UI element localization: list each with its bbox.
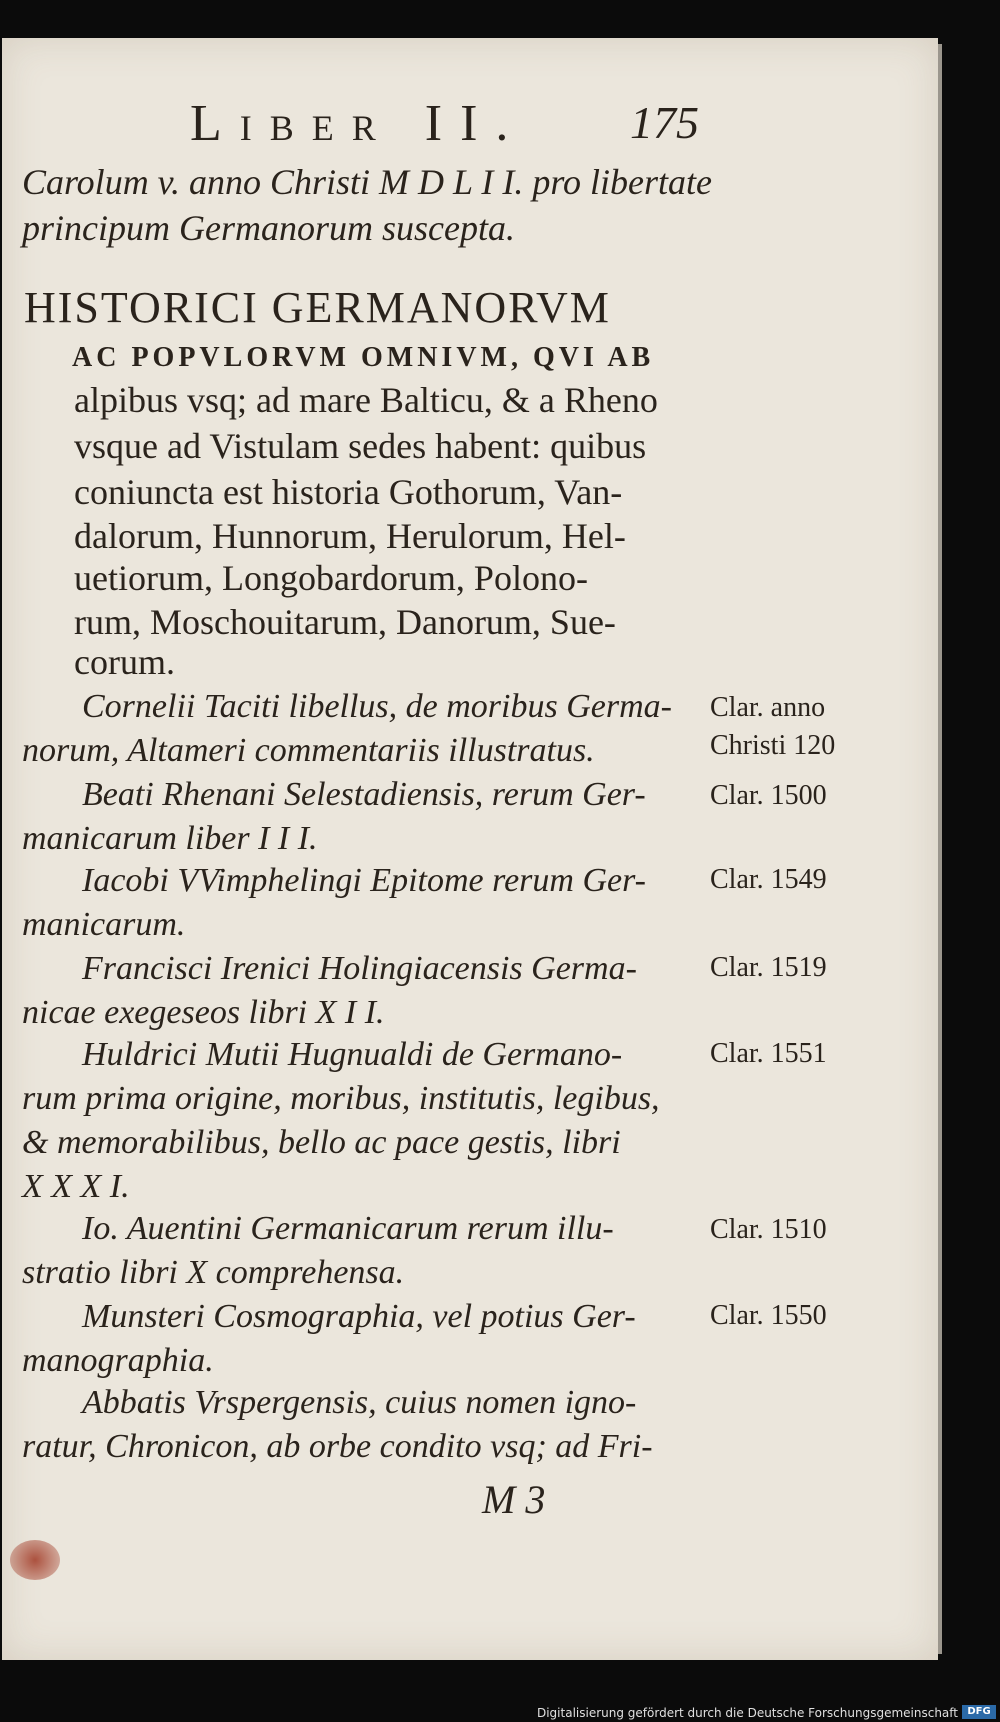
marginal-note: Clar. anno xyxy=(710,692,826,723)
footer-credit: Digitalisierung gefördert durch die Deutsche Forschungsgemeinschaft xyxy=(536,1706,958,1720)
entry-line: X X X I. xyxy=(22,1168,130,1205)
dfg-logo: DFG xyxy=(962,1705,996,1719)
intro-line: Carolum v. anno Christi M D L I I. pro libertate xyxy=(22,162,713,202)
entry-line: manicarum liber I I I. xyxy=(22,820,318,857)
marginal-note: Christi 120 xyxy=(710,730,836,761)
entry-line: Munsteri Cosmographia, vel potius Ger- xyxy=(82,1298,636,1335)
entry-line: manographia. xyxy=(22,1342,214,1379)
section-heading-line: coniuncta est historia Gothorum, Van- xyxy=(74,472,623,512)
section-heading-line: alpibus vsq; ad mare Balticu, & a Rheno xyxy=(74,380,658,420)
entry-line: Huldrici Mutii Hugnualdi de Germano- xyxy=(82,1036,623,1073)
marginal-note: Clar. 1551 xyxy=(710,1038,827,1069)
signature-mark: M 3 xyxy=(482,1477,546,1522)
entry-line: rum prima origine, moribus, institutis, legibus, xyxy=(22,1080,660,1117)
marginal-note: Clar. 1550 xyxy=(710,1300,827,1331)
marginal-note: Clar. 1549 xyxy=(710,864,827,895)
footer-bar xyxy=(0,1700,1000,1722)
marginal-note: Clar. 1500 xyxy=(710,780,827,811)
entry-line: ratur, Chronicon, ab orbe condito vsq; ad Fri- xyxy=(22,1428,653,1465)
marginal-note: Clar. 1510 xyxy=(710,1214,827,1245)
entry-line: Cornelii Taciti libellus, de moribus Germa- xyxy=(82,688,672,725)
entry-line: stratio libri X comprehensa. xyxy=(22,1254,405,1291)
section-heading-line: dalorum, Hunnorum, Herulorum, Hel- xyxy=(74,516,626,556)
section-heading-line: corum. xyxy=(74,642,175,682)
entry-line: Iacobi VVimphelingi Epitome rerum Ger- xyxy=(82,862,646,899)
section-heading-line: rum, Moschouitarum, Danorum, Sue- xyxy=(74,602,616,642)
running-head: Liber II. xyxy=(190,95,527,152)
entry-line: norum, Altameri commentariis illustratus. xyxy=(22,732,595,769)
marginal-note: Clar. 1519 xyxy=(710,952,827,983)
page-header xyxy=(2,94,938,154)
entry-line: Io. Auentini Germanicarum rerum illu- xyxy=(82,1210,614,1247)
entry-line: Francisci Irenici Holingiacensis Germa- xyxy=(82,950,637,987)
book-page xyxy=(2,38,938,1660)
section-heading: HISTORICI GERMANORVM xyxy=(24,283,611,332)
section-heading-line: vsque ad Vistulam sedes habent: quibus xyxy=(74,426,647,466)
entry-line: manicarum. xyxy=(22,906,186,943)
section-subheading: AC POPVLORVM OMNIVM, QVI AB xyxy=(72,342,655,373)
entry-line: & memorabilibus, bello ac pace gestis, libri xyxy=(22,1124,621,1161)
binding-stain xyxy=(10,1540,60,1580)
entry-line: Abbatis Vrspergensis, cuius nomen igno- xyxy=(82,1384,637,1421)
page-edge xyxy=(938,44,942,1654)
entry-line: nicae exegeseos libri X I I. xyxy=(22,994,385,1031)
entry-line: Beati Rhenani Selestadiensis, rerum Ger- xyxy=(82,776,646,813)
intro-line: principum Germanorum suscepta. xyxy=(22,208,515,248)
page-number: 175 xyxy=(630,97,699,148)
section-heading-line: uetiorum, Longobardorum, Polono- xyxy=(74,558,588,598)
